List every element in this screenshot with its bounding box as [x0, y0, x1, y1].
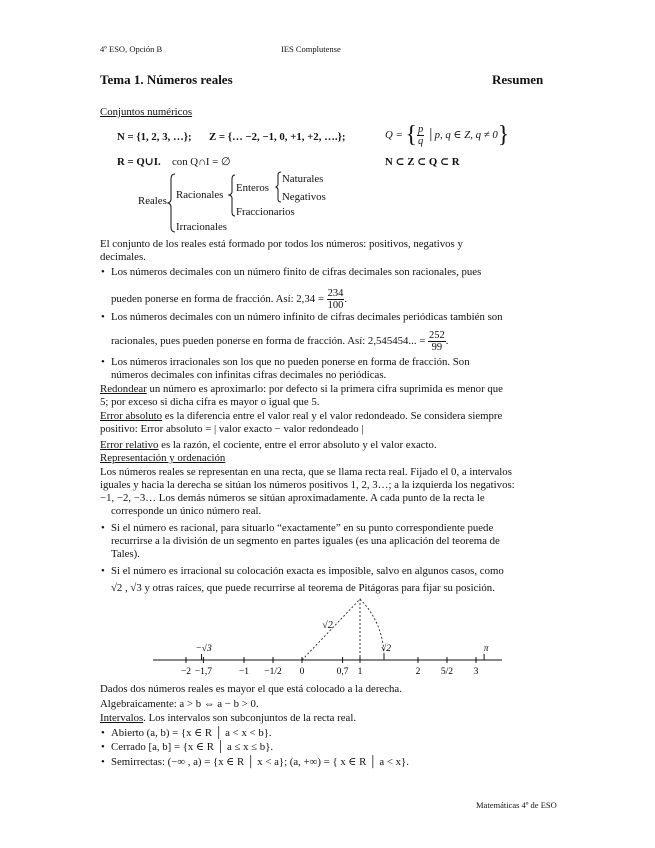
reals-cond: con Q∩I = ∅ [172, 156, 231, 168]
periodic-decimals-line-2: racionales, pues pueden ponerse en forma de fracción. Así: 2,545454... = $\frac{252}{99}$ . [111, 330, 449, 353]
intervals-intro: Intervalos. Los intervalos son subconjuntos de la recta real. [100, 712, 357, 724]
sets-heading: Conjuntos numéricos [100, 106, 193, 118]
tree-naturales: Naturales [282, 173, 324, 185]
rationals-def: Q = { $\frac{p}{q}$ │p, q ∈ Z, q ≠ 0} [385, 122, 510, 148]
reals-def: R = Q∪I. [117, 156, 161, 168]
tree-irracionales: Irracionales [176, 221, 227, 233]
tick-label: 2 [415, 667, 421, 677]
tree-enteros: Enteros [236, 182, 269, 194]
pythagoras-construction [302, 599, 384, 660]
tick-label: 5/2 [440, 667, 454, 677]
page-title: Tema 1. Números reales [100, 72, 233, 87]
tree-racionales: Racionales [176, 189, 224, 201]
abs-error-line-1: Error absoluto es la diferencia entre el valor real y el valor redondeado. Se considera siempre [100, 410, 503, 422]
interval-closed: • Cerrado [a, b] = {x ∈ R │ a ≤ x ≤ b}. [111, 741, 273, 754]
school-label: IES Complutense [281, 44, 341, 54]
tree-fraccionarios: Fraccionarios [236, 206, 295, 218]
order-line-2: Algebraicamente: a > b ⇔ a − b > 0. [100, 698, 259, 710]
rep-line-4: corresponde un único número real. [111, 505, 262, 517]
course-label: 4º ESO, Opción B [100, 44, 163, 54]
irrational-mark-label: π [483, 644, 489, 654]
irrationals-line-1: • Los números irracionales son los que no pueden ponerse en forma de fracción. Son [111, 356, 470, 369]
summary-label: Resumen [492, 72, 544, 87]
representation-heading: Representación y ordenación [100, 452, 226, 464]
finite-decimals-line-1: • Los números decimales con un número finito de cifras decimales son racionales, pues [111, 266, 481, 279]
tick-label: −1 [238, 667, 250, 677]
tick-label: −1/2 [264, 667, 282, 677]
rel-error-line: Error relativo es la razón, el cociente, entre el error absoluto y el valor exacto. [100, 439, 437, 451]
periodic-decimals-line-1: • Los números decimales con un número infinito de cifras decimales periódicas también son [111, 311, 503, 324]
rational-place-line-3: Tales). [111, 548, 140, 560]
finite-decimals-line-2: pueden ponerse en forma de fracción. Así: 2,34 = $\frac{234}{100}$ . [111, 288, 348, 311]
irrational-mark-label: √2 [381, 644, 391, 654]
intro-line-1: El conjunto de los reales está formado por todos los números: positivos, negativos y [100, 238, 463, 250]
redondear-line-2: 5; por exceso si dicha cifra es mayor o igual que 5. [100, 396, 320, 408]
tick-label: 0 [299, 667, 305, 677]
integers-def: Z = {… −2, −1, 0, +1, +2, ….}; [209, 131, 346, 143]
tick-label: 1 [357, 667, 363, 677]
intro-line-2: decimales. [100, 251, 146, 263]
rational-place-line-2: recurrirse a la división de un segmento en partes iguales (es una aplicación del teorema de [111, 535, 500, 547]
rep-line-2: iguales y hacia la derecha se sitúan los números positivos 1, 2, 3…; a la izquierda los negativos: [100, 479, 515, 491]
redondear-line-1: Redondear un número es aproximarlo: por defecto si la primera cifra suprimida es menor que [100, 383, 503, 395]
tree-negativos: Negativos [282, 191, 326, 203]
irrational-mark-label: −√3 [195, 644, 212, 654]
irrationals-line-2: números decimales con infinitas cifras decimales no periódicas. [111, 369, 387, 381]
rep-line-1: Los números reales se representan en una recta, que se llama recta real. Fijado el 0, a intervalos [100, 466, 512, 478]
tree-reales: Reales [138, 195, 167, 207]
rational-place-line-1: • Si el número es racional, para situarlo “exactamente” en su punto correspondiente puede [111, 522, 493, 535]
hypotenuse-label: √2 [322, 620, 333, 632]
tick-label: 0,7 [336, 667, 349, 677]
order-line-1: Dados dos números reales es mayor el que está colocado a la derecha. [100, 683, 402, 695]
naturals-def: N = {1, 2, 3, …}; [117, 131, 192, 143]
interval-semirrectas: • Semirrectas: (−∞ , a) = {x ∈ R │ x < a}; (a, +∞) = { x ∈ R │ a < x}. [111, 756, 409, 769]
inclusion-chain: N ⊂ Z ⊂ Q ⊂ R [385, 156, 460, 168]
interval-open: • Abierto (a, b) = {x ∈ R │ a < x < b}. [111, 727, 272, 740]
tick-label: 3 [473, 667, 479, 677]
tick-label: −1,7 [194, 667, 213, 677]
abs-error-line-2: positivo: Error absoluto = | valor exacto − valor redondeado | [100, 423, 364, 435]
irrational-place-line-1: • Si el número es irracional su colocación exacta es imposible, salvo en algunos casos, como [111, 565, 504, 578]
footer-label: Matemáticas 4º de ESO [476, 800, 557, 810]
rep-line-3: −1, −2, −3… Los demás números se sitúan aproximadamente. A cada punto de la recta le [100, 492, 485, 504]
irrational-place-line-2: √2 , √3 y otras raíces, que puede recurrirse al teorema de Pitágoras para fijar su posición. [111, 582, 495, 594]
tick-label: −2 [180, 667, 192, 677]
